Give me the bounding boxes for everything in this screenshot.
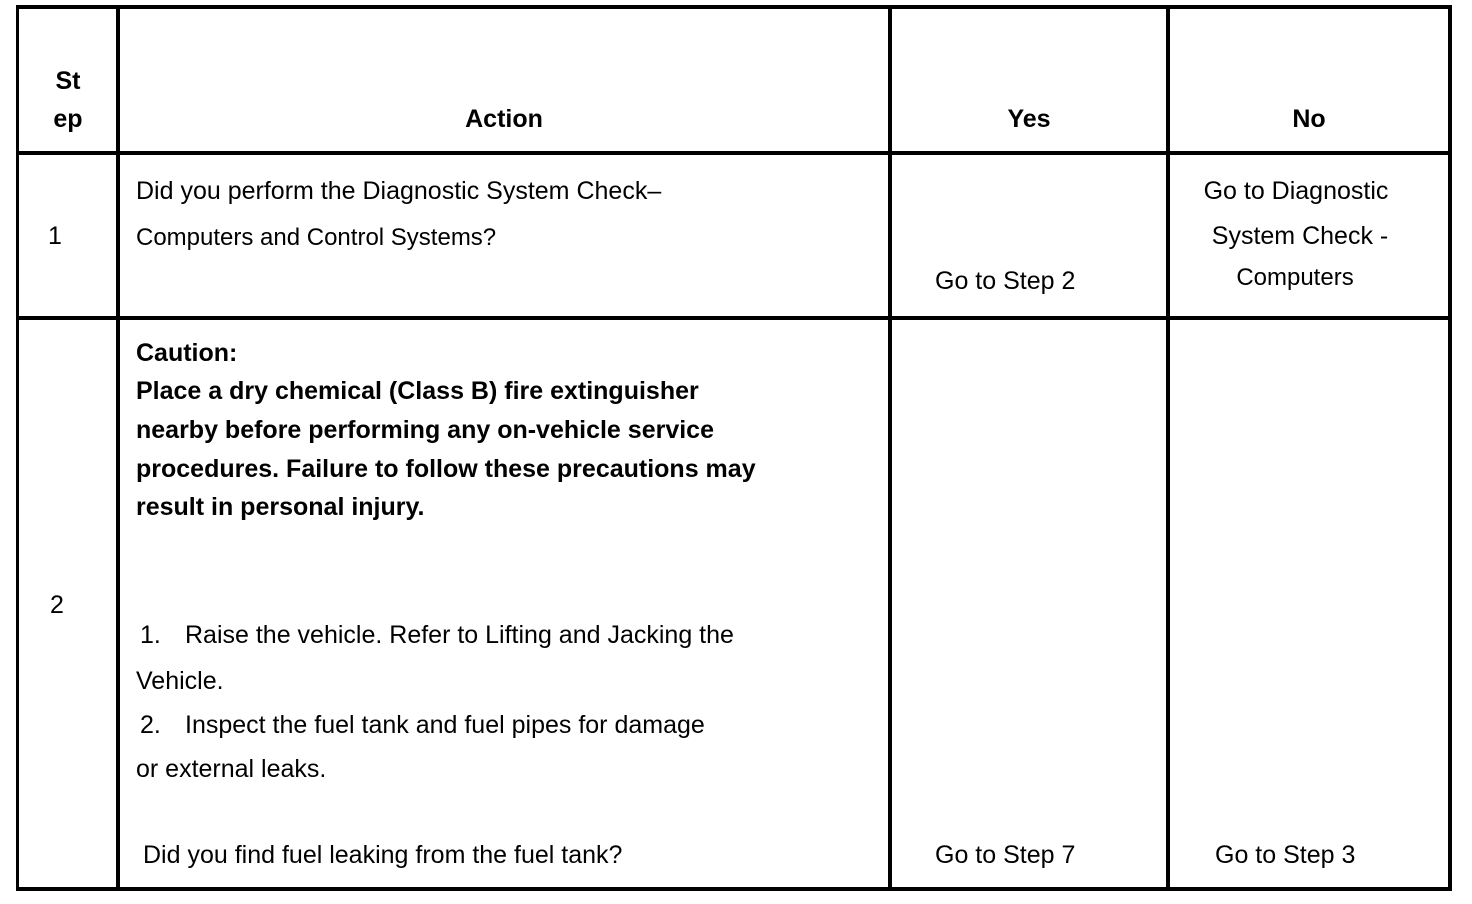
row1-no-line2: System Check - (1211, 222, 1389, 250)
column-divider-action (888, 5, 892, 891)
row2-question: Did you find fuel leaking from the fuel tank? (143, 841, 623, 869)
column-divider-step (116, 5, 120, 891)
table-border-top (16, 5, 1452, 9)
caution-line: procedures. Failure to follow these precautions may (136, 455, 756, 483)
caution-line: result in personal injury. (136, 493, 425, 521)
header-step-line1: St (55, 67, 81, 95)
procedure-step1-continued: Vehicle. (136, 667, 224, 695)
row2-yes: Go to Step 7 (935, 841, 1076, 869)
caution-line: Place a dry chemical (Class B) fire extinguisher (136, 377, 699, 405)
row1-yes: Go to Step 2 (935, 267, 1076, 295)
row1-no-line1: Go to Diagnostic (1203, 177, 1389, 205)
table-border-bottom (16, 887, 1452, 891)
caution-title: Caution: (136, 339, 238, 367)
header-no: No (1292, 105, 1326, 133)
header-yes: Yes (1007, 105, 1051, 133)
table-border-right (1448, 5, 1452, 891)
row2-step: 2 (50, 591, 64, 619)
procedure-step1-text: Raise the vehicle. Refer to Lifting and Jacking the (185, 621, 734, 649)
caution-line: nearby before performing any on-vehicle service (136, 416, 714, 444)
row1-no-line3: Computers (1236, 264, 1354, 291)
header-action: Action (465, 105, 543, 133)
row-divider (16, 316, 1452, 320)
column-divider-yes (1166, 5, 1170, 891)
header-divider (16, 151, 1452, 155)
procedure-step2-continued: or external leaks. (136, 755, 327, 783)
table-border-left (16, 5, 19, 891)
row2-no: Go to Step 3 (1215, 841, 1356, 869)
row1-action-line1: Did you perform the Diagnostic System Check– (136, 177, 662, 205)
procedure-step1-number: 1. (140, 621, 161, 649)
row1-action-line2: Computers and Control Systems? (136, 224, 497, 251)
procedure-step2-text: Inspect the fuel tank and fuel pipes for damage (185, 711, 705, 739)
row1-step: 1 (48, 222, 62, 250)
header-step-line2: ep (53, 105, 83, 133)
procedure-step2-number: 2. (140, 711, 161, 739)
